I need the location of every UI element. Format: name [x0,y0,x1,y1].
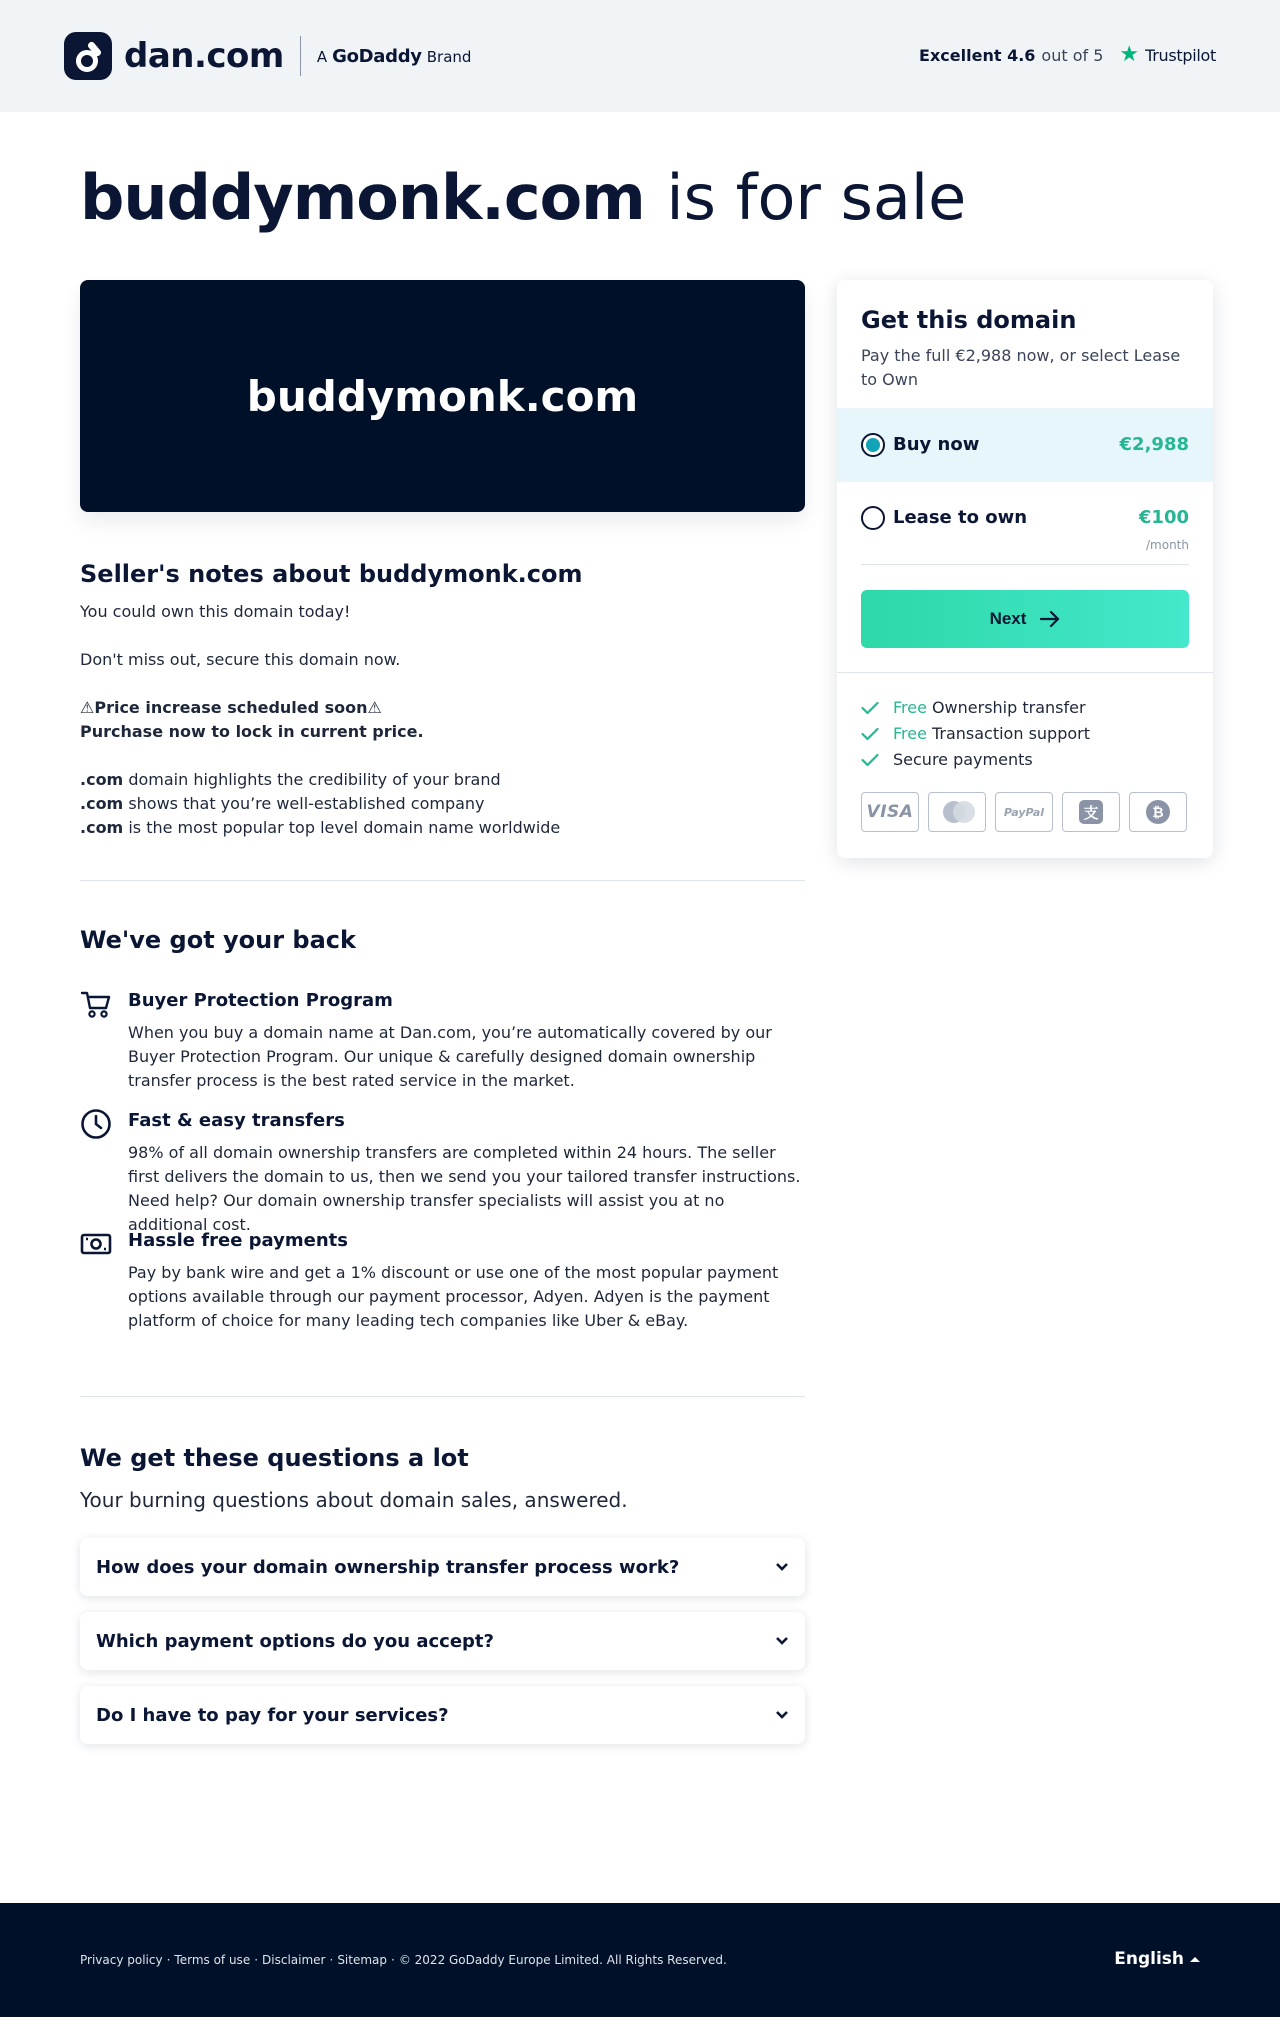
next-button[interactable] [861,590,1189,648]
language-label: English [1114,1949,1184,1969]
cart-icon [80,988,112,1020]
feature-title: Buyer Protection Program [128,990,393,1011]
perk-free: Free [893,698,927,717]
trust-rating: Excellent 4.6 [919,45,1036,65]
perk-item [861,724,1090,743]
com-text: domain highlights the credibility of your brand [128,770,501,789]
check-icon [861,753,879,767]
brand-suffix: Brand [426,47,472,66]
dan-logo-icon [64,32,112,80]
buy-now-option[interactable] [837,408,1213,482]
domain-hero [80,280,805,512]
footer-copyright: © 2022 GoDaddy Europe Limited. All Rights Reserved. [398,1953,727,1967]
chevron-down-icon [775,1560,789,1574]
faq-item[interactable] [80,1612,805,1670]
check-icon [861,701,879,715]
brand-prefix: A [316,47,328,66]
perk-item [861,750,1033,769]
paypal-text: PayPal [1003,805,1045,819]
chevron-down-icon [775,1708,789,1722]
trustpilot-star-icon: ★ [1119,42,1140,67]
perk-text: Transaction support [931,724,1090,743]
footer-link-disclaimer[interactable]: Disclaimer [262,1953,326,1967]
hero-domain: buddymonk.com [246,371,639,421]
perk-text: Ownership transfer [931,698,1086,717]
section-divider [80,880,805,881]
footer-link-privacy[interactable]: Privacy policy [80,1953,163,1967]
visa-text: VISA [866,802,914,822]
footer-link-sitemap[interactable]: Sitemap [337,1953,388,1967]
paypal-icon [995,792,1053,832]
com-text: is the most popular top level domain name worldwide [128,818,561,837]
feature-desc: Pay by bank wire and get a 1% discount or use one of the most popular payment options available through our payment processor, Adyen. Adyen is the payment platform of choice for many leading tech companies like Uber & eBay. [128,1263,779,1330]
language-selector[interactable] [1114,1949,1200,1969]
faq-question: Do I have to pay for your services? [96,1704,449,1726]
bitcoin-glyph: ₿ [1146,800,1170,824]
lease-radio[interactable] [861,506,885,530]
lease-option[interactable] [837,482,1213,564]
com-item [80,792,485,816]
perk-text: Secure payments [893,750,1033,769]
feature-desc: When you buy a domain name at Dan.com, you’re automatically covered by our Buyer Protection Program. Our unique & carefully designed domain ownership transfer process is the best rated service in the market. [128,1023,772,1090]
caret-up-icon [1190,1957,1200,1962]
arrow-right-icon [1040,611,1060,627]
buy-now-label: Buy now [893,434,980,455]
title-suffix: is for sale [666,161,967,234]
seller-notes-heading: Seller's notes about buddymonk.com [80,560,583,588]
footer-sep: · [329,1953,334,1967]
footer-sep: · [391,1953,395,1967]
perk-item [861,698,1086,717]
faq-question: How does your domain ownership transfer process work? [96,1556,680,1578]
logo-divider [300,36,301,76]
alipay-glyph: 支 [1079,800,1103,824]
trust-outof: out of 5 [1041,45,1104,65]
bitcoin-icon [1129,792,1187,832]
buy-now-price: €2,988 [1119,434,1189,455]
feature-title: Hassle free payments [128,1230,348,1251]
footer-link-terms[interactable]: Terms of use [174,1953,251,1967]
seller-note-warning: ⚠Price increase scheduled soon⚠ [80,698,382,717]
card-divider [837,672,1213,673]
alipay-icon [1062,792,1120,832]
seller-note-line: You could own this domain today! [80,602,351,621]
com-item [80,768,501,792]
footer-links [80,1953,727,1967]
section-divider [80,1396,805,1397]
com-tld: .com [80,770,124,789]
faq-item[interactable] [80,1686,805,1744]
seller-note-line: Don't miss out, secure this domain now. [80,650,401,669]
faq-item[interactable] [80,1538,805,1596]
page-title [80,160,966,236]
card-subtitle: Pay the full €2,988 now, or select Lease to Own [861,346,1181,389]
trustpilot-rating[interactable] [919,44,1216,66]
logo-text: dan.com [124,36,284,76]
lease-price: €100 [1138,507,1189,528]
title-domain: buddymonk.com [80,161,645,234]
next-label: Next [989,609,1027,628]
perk-free: Free [893,724,927,743]
faq-question: Which payment options do you accept? [96,1630,494,1652]
lease-period: /month [1146,538,1189,552]
feature-desc: 98% of all domain ownership transfers are completed within 24 hours. The seller first delivers the domain to us, then we send you your tailored transfer instructions. Need help? Our domain ownership transfer specialists will assist you at no additional cost. [128,1143,801,1234]
buy-now-radio[interactable] [861,433,885,457]
footer-sep: · [166,1953,171,1967]
trustpilot-name: Trustpilot [1145,45,1216,65]
card-title: Get this domain [861,306,1077,334]
check-icon [861,727,879,741]
brand-name: GoDaddy [332,45,422,67]
lease-label: Lease to own [893,507,1028,528]
purchase-card [837,280,1213,858]
mastercard-icon [928,792,986,832]
faq-heading: We get these questions a lot [80,1444,469,1472]
faq-subheading: Your burning questions about domain sales, answered. [80,1488,628,1512]
visa-icon [861,792,919,832]
dan-logo[interactable] [64,32,471,80]
feature-title: Fast & easy transfers [128,1110,345,1131]
chevron-down-icon [775,1634,789,1648]
footer-sep: · [254,1953,259,1967]
clock-icon [80,1108,112,1140]
godaddy-brand [317,46,472,67]
option-divider [861,564,1189,565]
money-icon [80,1228,112,1260]
seller-note-warning: Purchase now to lock in current price. [80,722,424,741]
com-item [80,816,560,840]
site-header [0,0,1280,112]
com-text: shows that you’re well-established company [128,794,485,813]
back-heading: We've got your back [80,926,356,954]
com-tld: .com [80,794,124,813]
com-tld: .com [80,818,124,837]
site-footer [0,1903,1280,2017]
